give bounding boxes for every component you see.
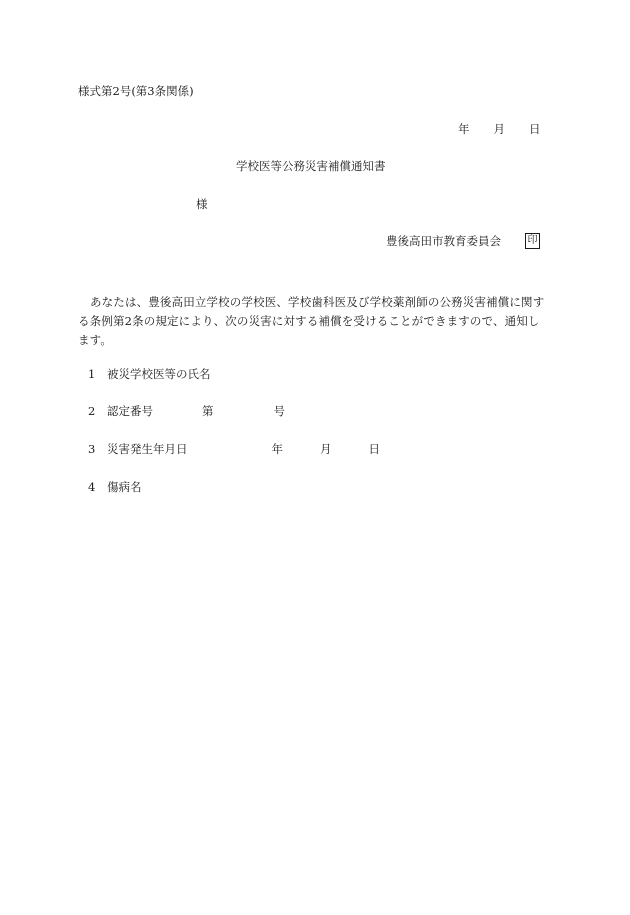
item-incident-date [88, 444, 380, 456]
date-day: 日 [529, 122, 541, 136]
seal-mark: 印 [525, 233, 540, 249]
item-victim-name [88, 369, 211, 381]
date-line [458, 124, 541, 136]
item-label: 認定番号 [107, 404, 153, 418]
incident-year: 年 [271, 442, 283, 456]
recipient-suffix: 様 [196, 197, 208, 211]
item-number: 4 [88, 480, 96, 494]
item-number: 2 [88, 404, 96, 418]
notice-body [78, 293, 553, 350]
item-number: 3 [88, 442, 96, 456]
item-label: 傷病名 [107, 480, 142, 494]
incident-day: 日 [368, 442, 380, 456]
body-line: あなたは、豊後高田立学校の学校医、学校歯科医及び学校薬剤師の公務災害補償に関す [90, 295, 545, 309]
date-year: 年 [458, 122, 470, 136]
item-label: 被災学校医等の氏名 [107, 367, 211, 381]
cert-prefix: 第 [202, 404, 214, 418]
body-line: ます。 [78, 333, 113, 347]
item-certification-number [88, 406, 285, 418]
cert-suffix: 号 [273, 404, 285, 418]
document-title: 学校医等公務災害補償通知書 [236, 159, 386, 173]
body-line: る条例第2条の規定により、次の災害に対する補償を受けることができますので、通知し [78, 314, 540, 328]
incident-month: 月 [320, 442, 332, 456]
item-label: 災害発生年月日 [107, 442, 188, 456]
item-number: 1 [88, 367, 96, 381]
issuer-name: 豊後高田市教育委員会 [386, 234, 501, 248]
date-month: 月 [493, 122, 505, 136]
item-injury-name [88, 482, 142, 494]
form-number: 様式第2号(第3条関係) [78, 84, 194, 98]
